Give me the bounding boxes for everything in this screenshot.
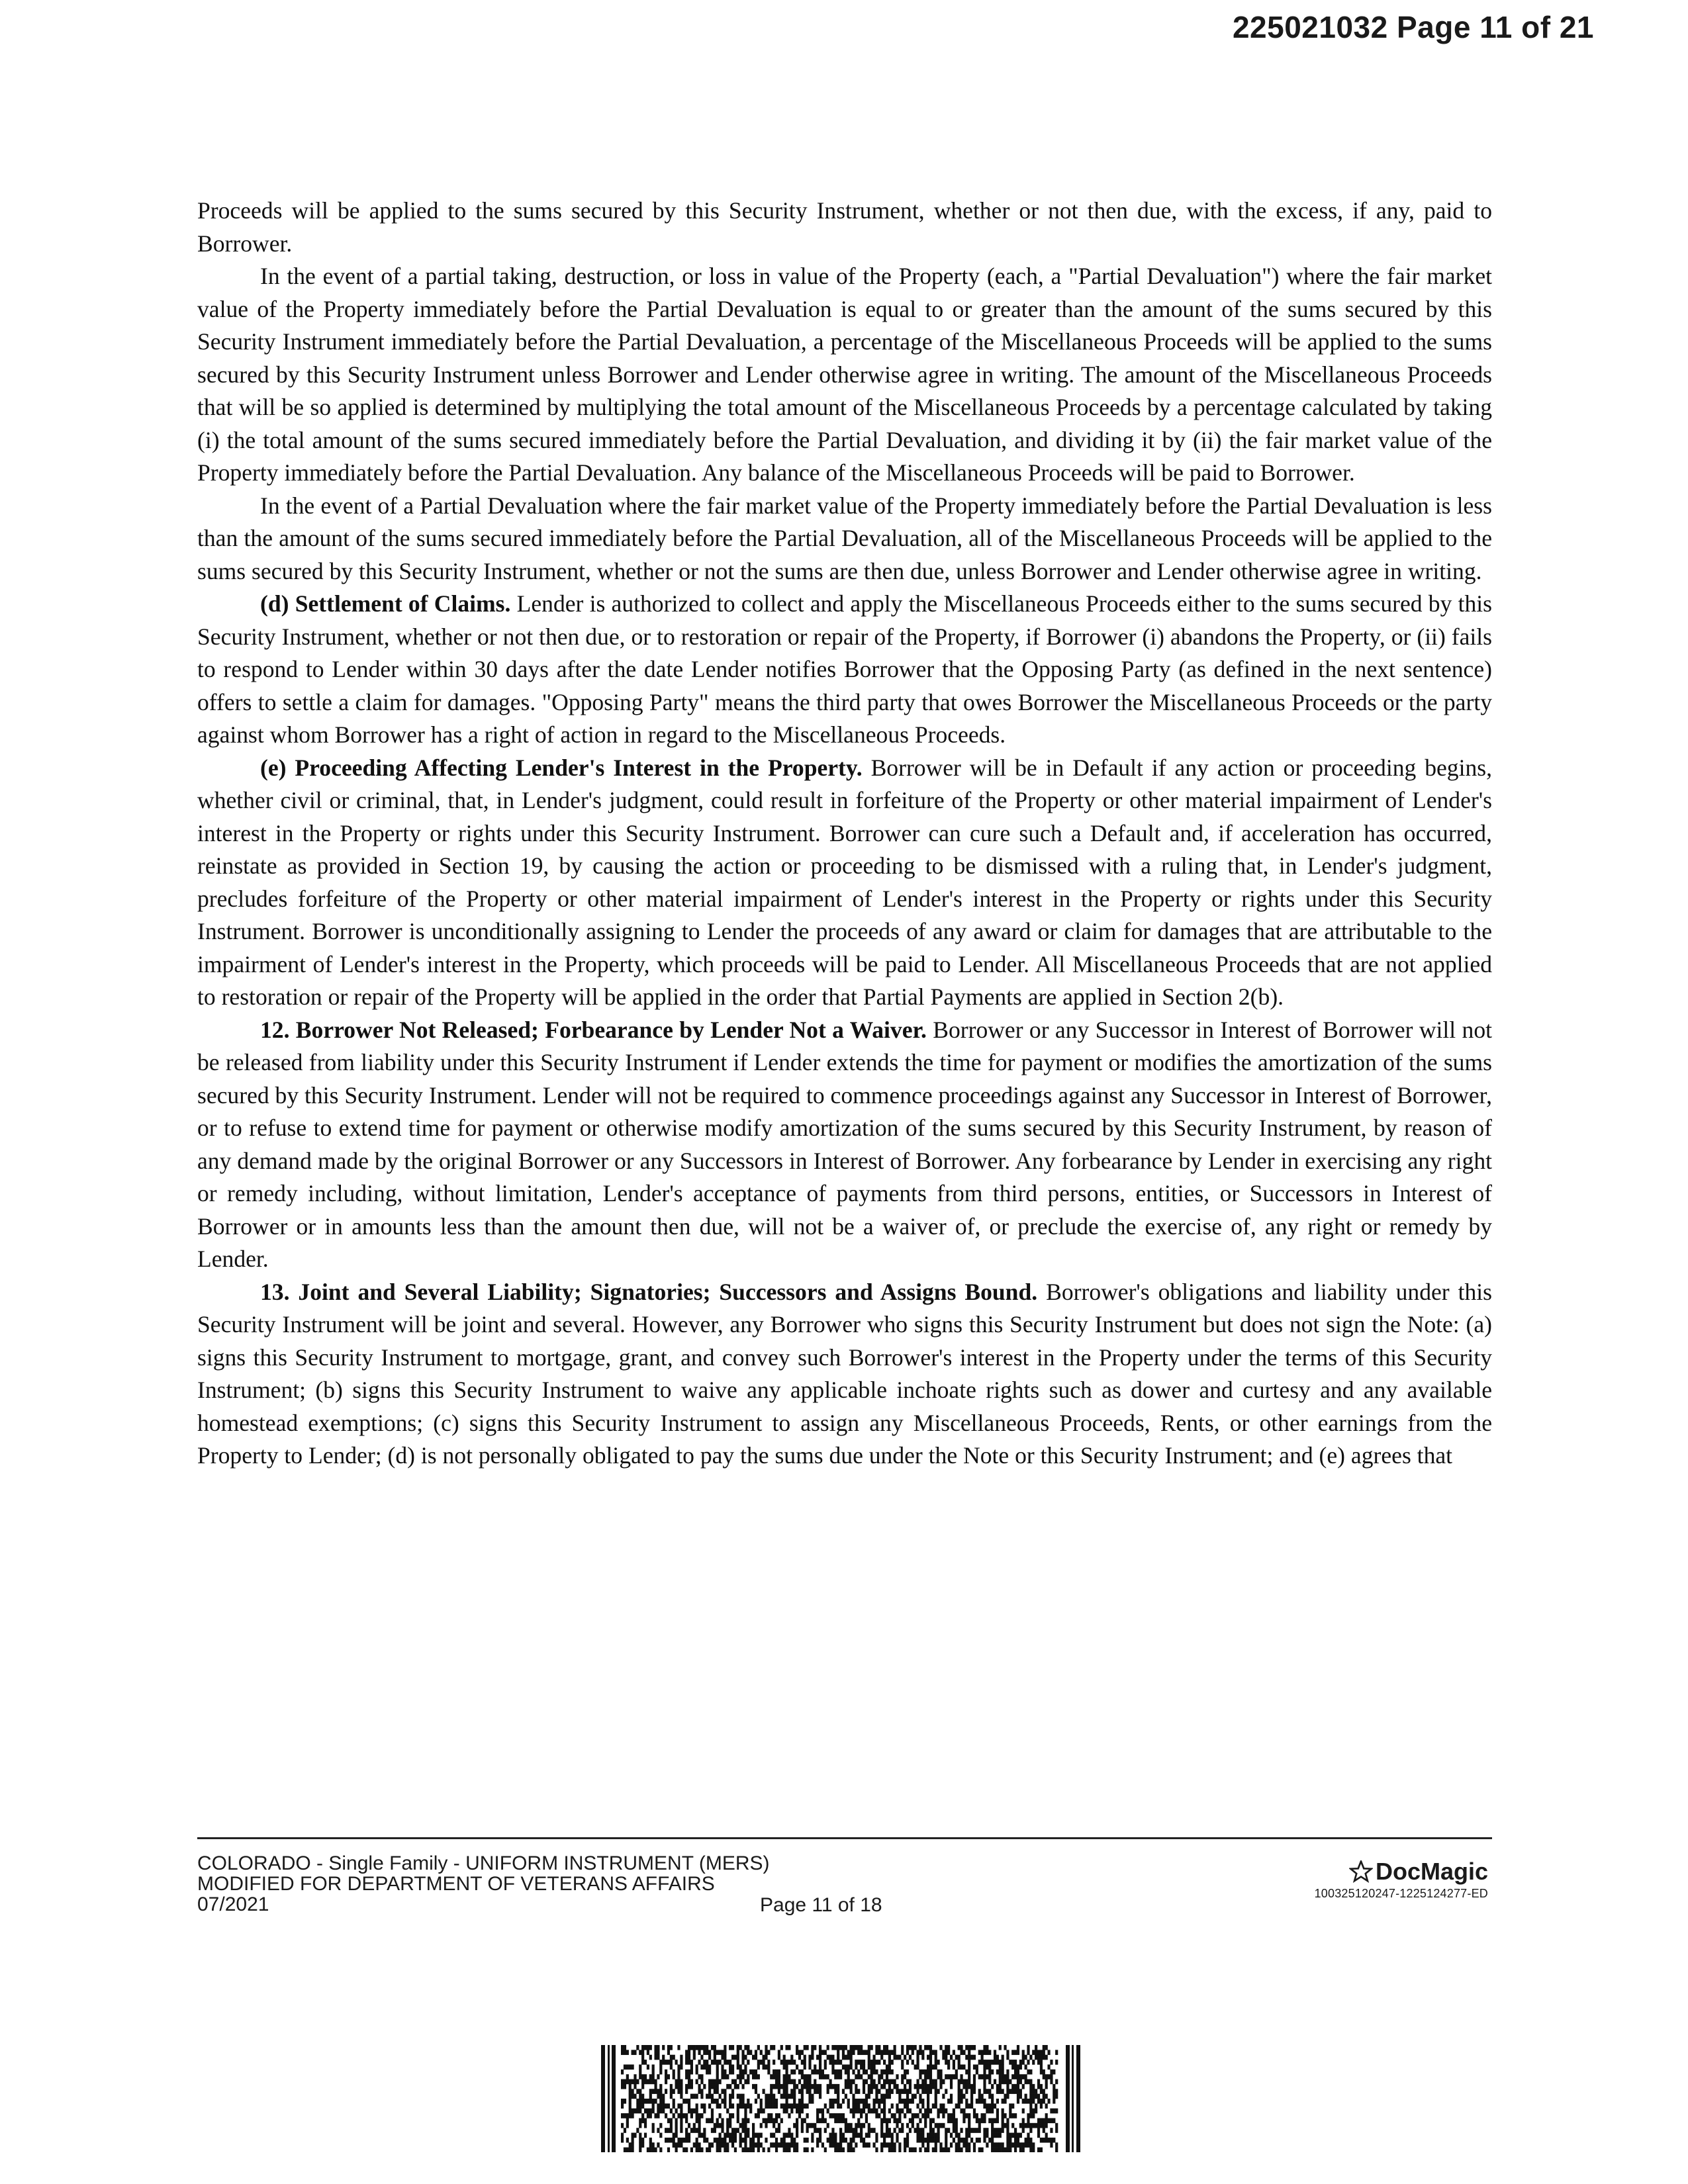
brand-name: DocMagic bbox=[1375, 1858, 1488, 1885]
document-body bbox=[197, 195, 1492, 1473]
footer-page-number: Page 11 of 18 bbox=[760, 1894, 882, 1916]
paragraph-1: In the event of a partial taking, destruction, or loss in value of the Property (each, a "Partial Devaluation") where the fair market value of the Property immediately before the Partial Devaluation is equal to or greater than the amount of the sums secured by this Security Instrument immediately before the Partial Devaluation, a percentage of the Miscellaneous Proceeds will be applied to the sums secured by this Security Instrument unless Borrower and Lender otherwise agree in writing. The amount of the Miscellaneous Proceeds that will be so applied is determined by multiplying the total amount of the Miscellaneous Proceeds by a percentage calculated by taking (i) the total amount of the sums secured immediately before the Partial Devaluation, and dividing it by (ii) the fair market value of the Property immediately before the Partial Devaluation. Any balance of the Miscellaneous Proceeds will be paid to Borrower. bbox=[197, 263, 1492, 486]
section-heading: 13. Joint and Several Liability; Signatories; Successors and Assigns Bound. bbox=[260, 1278, 1038, 1305]
docmagic-logo bbox=[1315, 1858, 1488, 1902]
section-heading: (d) Settlement of Claims. bbox=[260, 590, 511, 617]
paragraph-0: Proceeds will be applied to the sums secured by this Security Instrument, whether or not then due, with the excess, if any, paid to Borrower. bbox=[197, 197, 1492, 257]
document-code: 100325120247-1225124277-ED bbox=[1314, 1887, 1488, 1900]
paragraph-section-13: 13. Joint and Several Liability; Signatories; Successors and Assigns Bound. Borrower's obligations and liability under this Security Instrument will be joint and several. However, any Borrower who signs this Security Instrument but does not sign the Note: (a) signs this Security Instrument to mortgage, grant, and convey such Borrower's interest in the Property under the terms of this Security Instrument; (b) signs this Security Instrument to waive any applicable inchoate rights such as dower and curtesy and any available homestead exemptions; (c) signs this Security Instrument to assign any Miscellaneous Proceeds, Rents, or other earnings from the Property to Lender; (d) is not personally obligated to pay the sums due under the Note or this Security Instrument; and (e) agrees that bbox=[197, 1278, 1492, 1469]
paragraph-proceeding-affecting-interest: (e) Proceeding Affecting Lender's Interest in the Property. Borrower will be in Default if any action or proceeding begins, whether civil or criminal, that, in Lender's judgment, could result in forfeiture of the Property or other material impairment of Lender's interest in the Property or rights under this Security Instrument. Borrower can cure such a Default and, if acceleration has occurred, reinstate as provided in Section 19, by causing the action or proceeding to be dismissed with a ruling that, in Lender's judgment, precludes forfeiture of the Property or other material impairment of Lender's interest in the Property or rights under this Security Instrument. Borrower is unconditionally assigning to Lender the proceeds of any award or claim for damages that are attributable to the impairment of Lender's interest in the Property, which proceeds will be paid to Lender. All Miscellaneous Proceeds that are not applied to restoration or repair of the Property will be applied in the order that Partial Payments are applied in Section 2(b). bbox=[197, 754, 1493, 1010]
footer-form-subtitle: MODIFIED FOR DEPARTMENT OF VETERANS AFFAIRS bbox=[197, 1873, 715, 1895]
paragraph-2: In the event of a Partial Devaluation where the fair market value of the Property immediately before the Partial Devaluation is less than the amount of the sums secured immediately before the Partial Devaluation, all of the Miscellaneous Proceeds will be applied to the sums secured by this Security Instrument, whether or not the sums are then due, unless Borrower and Lender otherwise agree in writing. bbox=[197, 492, 1492, 584]
section-heading: (e) Proceeding Affecting Lender's Interest in the Property. bbox=[260, 754, 863, 781]
recording-stamp: 225021032 Page 11 of 21 bbox=[1232, 10, 1594, 44]
section-heading: 12. Borrower Not Released; Forbearance by Lender Not a Waiver. bbox=[260, 1016, 927, 1043]
footer-form-title: COLORADO - Single Family - UNIFORM INSTRUMENT (MERS) bbox=[197, 1852, 770, 1874]
paragraph-settlement-of-claims: (d) Settlement of Claims. Lender is authorized to collect and apply the Miscellaneous Proceeds either to the sums secured by this Security Instrument, whether or not then due, or to restoration or repair of the Property, if Borrower (i) abandons the Property, or (ii) fails to respond to Lender within 30 days after the date Lender notifies Borrower that the Opposing Party (as defined in the next sentence) offers to settle a claim for damages. "Opposing Party" means the third party that owes Borrower the Miscellaneous Proceeds or the party against whom Borrower has a right of action in regard to the Miscellaneous Proceeds. bbox=[197, 590, 1492, 748]
star-icon bbox=[1349, 1860, 1373, 1883]
paragraph-section-12: 12. Borrower Not Released; Forbearance by Lender Not a Waiver. Borrower or any Successor in Interest of Borrower will not be released from liability under this Security Instrument if Lender extends the time for payment or modifies the amortization of the sums secured by this Security Instrument. Lender will not be required to commence proceedings against any Successor in Interest of Borrower, or to refuse to extend time for payment or otherwise modify amortization of the sums secured by this Security Instrument, by reason of any demand made by the original Borrower or any Successors in Interest of Borrower. Any forbearance by Lender in exercising any right or remedy including, without limitation, Lender's acceptance of payments from third persons, entities, or Successors in Interest of Borrower or in amounts less than the amount then due, will not be a waiver of, or preclude the exercise of, any right or remedy by Lender. bbox=[197, 1016, 1492, 1272]
barcode bbox=[601, 2045, 1080, 2152]
footer-divider bbox=[197, 1837, 1492, 1839]
footer-form-date: 07/2021 bbox=[197, 1893, 269, 1915]
